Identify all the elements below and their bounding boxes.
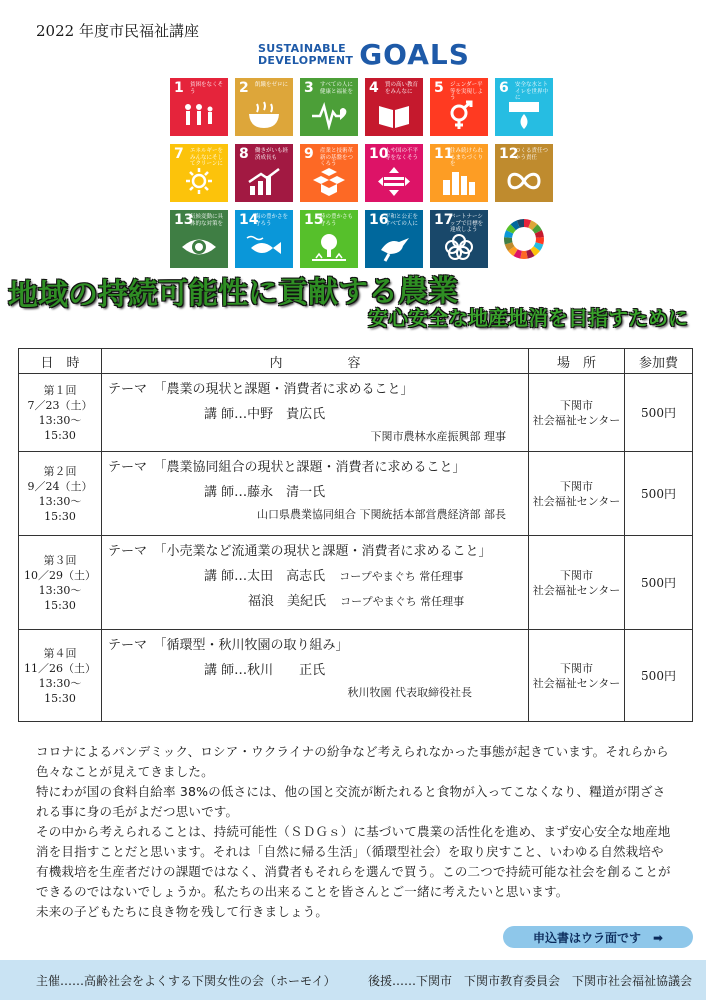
- session-lecturer-row: [108, 565, 522, 584]
- sdg-goal-number: 2: [239, 80, 249, 96]
- place-city: 下関市: [560, 661, 593, 675]
- application-form-badge: 申込書はウラ面です ➡: [503, 926, 693, 948]
- footer: [0, 960, 706, 1000]
- session-date: 10／29（土）: [24, 568, 96, 582]
- session-time-end: 15:30: [44, 509, 76, 523]
- place-city: 下関市: [560, 398, 593, 412]
- sdg-goal-number: 12: [499, 146, 519, 162]
- session-time-start: 13:30〜: [38, 413, 82, 427]
- table-row: [19, 630, 693, 722]
- footer-support: 後援……下関市 下関市教育委員会 下関市社会福祉協議会: [367, 973, 692, 988]
- sdg-goal-17: [430, 210, 488, 268]
- session-theme: テーマ 「循環型・秋川牧園の取り組み」: [108, 638, 349, 653]
- sdg-logo: [258, 38, 470, 71]
- place-city: 下関市: [560, 479, 593, 493]
- sdg-goal-6: [495, 78, 553, 136]
- body-paragraph-3: その中から考えられることは、持続可能性（ＳＤＧｓ）に基づいて農業の活性化を進め、まず安心安全な地産地消を目指すことだと思います。それは「自然に帰る生活」（循環型社会）を取り戻すこと、いわゆる自然栽培や有機栽培を生産者だけの課題ではなく、消費者もそれらを選んで買う。この二つで持続可能な社会を創ることができるのではないでしょうか。私たちの出来ることを皆さんとご一緒に考えたいと思います。: [36, 824, 671, 899]
- session-place-cell: [529, 452, 625, 536]
- session-time-start: 13:30〜: [38, 494, 82, 508]
- sdg-goal-label: 貧困をなくそう: [190, 82, 224, 95]
- footer-organizer: 主催……高齢社会をよくする下関女性の会（ホーモイ）: [36, 973, 336, 988]
- session-time-end: 15:30: [44, 428, 76, 442]
- sdg-goal-number: 17: [434, 212, 454, 228]
- session-lecturer: 講 師…太田 高志氏: [204, 569, 326, 584]
- sdg-goal-14: [235, 210, 293, 268]
- place-venue: 社会福祉センター: [532, 676, 621, 690]
- session-lecturer: 講 師…中野 貴広氏: [204, 407, 326, 422]
- session-date-cell: [19, 374, 102, 452]
- session-place-cell: [529, 374, 625, 452]
- sdg-goal-label: 陸の豊かさも守ろう: [320, 214, 354, 227]
- sdg-goal-label: 飢餓をゼロに: [255, 82, 289, 88]
- header-place: 場 所: [529, 349, 625, 374]
- session-fee: 500円: [625, 536, 693, 630]
- headline-sub: 安心安全な地産地消を目指すために: [368, 306, 688, 330]
- session-lecturer: 講 師…秋川 正氏: [204, 663, 326, 678]
- body-paragraph-2: 特にわが国の食料自給率 38%の低さには、他の国と交流が断たれると食物が入ってこなくなり、糧道が閉ざされる事に身の毛がよだつ思いです。: [36, 784, 666, 819]
- session-time-start: 13:30〜: [38, 676, 82, 690]
- session-theme: テーマ 「農業協同組合の現状と課題・消費者に求めること」: [108, 460, 466, 475]
- session-lecturer-b: 福浪 美紀氏: [248, 594, 327, 609]
- body-text: [36, 742, 676, 922]
- session-fee: 500円: [625, 374, 693, 452]
- session-date: 9／24（土）: [27, 479, 93, 493]
- session-time-end: 15:30: [44, 598, 76, 612]
- session-content-cell: [102, 374, 529, 452]
- session-no: 第２回: [43, 464, 77, 478]
- sdg-goal-13: [170, 210, 228, 268]
- session-time-end: 15:30: [44, 691, 76, 705]
- sdg-goal-number: 13: [174, 212, 194, 228]
- sdg-goal-number: 6: [499, 80, 509, 96]
- sdg-goal-15: [300, 210, 358, 268]
- sdg-line1: SUSTAINABLE: [258, 41, 346, 55]
- session-time-start: 13:30〜: [38, 583, 82, 597]
- sdg-goal-label: つくる責任つかう責任: [515, 148, 549, 161]
- sdg-goal-number: 11: [434, 146, 454, 162]
- sdg-goal-5: [430, 78, 488, 136]
- session-date: 7／23（土）: [27, 398, 93, 412]
- schedule-table: [18, 348, 693, 722]
- session-date-cell: [19, 536, 102, 630]
- sdg-goal-label: エネルギーをみんなにそしてクリーンに: [190, 148, 224, 167]
- header-date: 日 時: [19, 349, 102, 374]
- sdg-goal-label: 住み続けられるまちづくりを: [450, 148, 484, 167]
- sdg-goals-word: GOALS: [359, 38, 470, 71]
- sdg-goal-label: パートナーシップで目標を達成しよう: [450, 214, 484, 233]
- place-venue: 社会福祉センター: [532, 413, 621, 427]
- session-fee: 500円: [625, 452, 693, 536]
- sdg-goal-label: 安全な水とトイレを世界中に: [515, 82, 549, 101]
- sdg-goal-label: 人や国の不平等をなくそう: [385, 148, 419, 161]
- place-city: 下関市: [560, 568, 593, 582]
- sdg-goal-label: 平和と公正をすべての人に: [385, 214, 419, 227]
- header-fee: 参加費: [625, 349, 693, 374]
- session-content-cell: [102, 452, 529, 536]
- sdg-goal-grid: [170, 78, 553, 268]
- sdg-goal-number: 9: [304, 146, 314, 162]
- sdg-goal-10: [365, 144, 423, 202]
- session-content-cell: [102, 630, 529, 722]
- headline-main: 地域の持続可能性に貢献する農業: [8, 273, 458, 314]
- session-no: 第３回: [43, 553, 77, 567]
- sdg-goal-number: 15: [304, 212, 324, 228]
- sdg-line2: DEVELOPMENT: [258, 53, 354, 67]
- session-date-cell: [19, 630, 102, 722]
- sdg-goal-1: [170, 78, 228, 136]
- sdg-goal-9: [300, 144, 358, 202]
- sdg-goal-number: 3: [304, 80, 314, 96]
- table-row: [19, 536, 693, 630]
- session-affiliation: 下関市農林水産振興部 理事: [370, 430, 506, 443]
- sdg-goal-number: 10: [369, 146, 389, 162]
- session-theme: テーマ 「小売業など流通業の現状と課題・消費者に求めること」: [108, 544, 492, 559]
- session-place-cell: [529, 536, 625, 630]
- page-title: 2022 年度市民福祉講座: [36, 22, 199, 40]
- session-theme: テーマ 「農業の現状と課題・消費者に求めること」: [108, 382, 414, 397]
- session-place-cell: [529, 630, 625, 722]
- sdg-goal-7: [170, 144, 228, 202]
- sdg-goal-4: [365, 78, 423, 136]
- sdg-goal-3: [300, 78, 358, 136]
- sdg-goal-number: 4: [369, 80, 379, 96]
- sdg-goal-8: [235, 144, 293, 202]
- session-affiliation: 秋川牧園 代表取締役社長: [347, 686, 472, 699]
- session-affiliation: コープやまぐち 常任理事: [339, 570, 464, 583]
- sdg-goal-number: 14: [239, 212, 259, 228]
- header-content: 内 容: [102, 349, 529, 374]
- sdg-goal-label: 産業と技術革新の基盤をつくろう: [320, 148, 354, 167]
- sdg-goal-label: 働きがいも経済成長も: [255, 148, 289, 161]
- table-row: [19, 452, 693, 536]
- sdg-goal-11: [430, 144, 488, 202]
- sdg-goal-12: [495, 144, 553, 202]
- sdg-goal-number: 8: [239, 146, 249, 162]
- sdg-wheel-icon: [495, 210, 553, 268]
- place-venue: 社会福祉センター: [532, 583, 621, 597]
- sdg-goal-16: [365, 210, 423, 268]
- sdg-goal-2: [235, 78, 293, 136]
- session-lecturer-row-b: [108, 590, 522, 609]
- table-row: [19, 374, 693, 452]
- session-content-cell: [102, 536, 529, 630]
- session-lecturer: 講 師…藤永 清一氏: [204, 485, 326, 500]
- session-fee: 500円: [625, 630, 693, 722]
- table-header-row: [19, 349, 693, 374]
- sdg-goal-label: 気候変動に具体的な対策を: [190, 214, 224, 227]
- session-no: 第４回: [43, 646, 77, 660]
- body-paragraph-4: 未来の子どもたちに良き物を残して行きましょう。: [36, 904, 329, 919]
- sdg-goal-number: 16: [369, 212, 389, 228]
- session-affiliation-b: コープやまぐち 常任理事: [340, 595, 465, 608]
- sdg-goal-label: すべての人に健康と福祉を: [320, 82, 354, 95]
- session-date: 11／26（土）: [24, 661, 96, 675]
- sdg-goal-label: 質の高い教育をみんなに: [385, 82, 419, 95]
- sdg-goal-label: ジェンダー平等を実現しよう: [450, 82, 484, 101]
- session-no: 第１回: [43, 383, 77, 397]
- session-affiliation: 山口県農業協同組合 下関統括本部営農経済部 部長: [257, 508, 506, 521]
- sdg-goal-number: 7: [174, 146, 184, 162]
- sdg-goal-number: 5: [434, 80, 444, 96]
- sdg-goal-label: 海の豊かさを守ろう: [255, 214, 289, 227]
- body-paragraph-1: コロナによるパンデミック、ロシア・ウクライナの紛争など考えられなかった事態が起きています。それらから色々なことが見えてきました。: [36, 744, 669, 779]
- session-date-cell: [19, 452, 102, 536]
- place-venue: 社会福祉センター: [532, 494, 621, 508]
- sdg-goal-number: 1: [174, 80, 184, 96]
